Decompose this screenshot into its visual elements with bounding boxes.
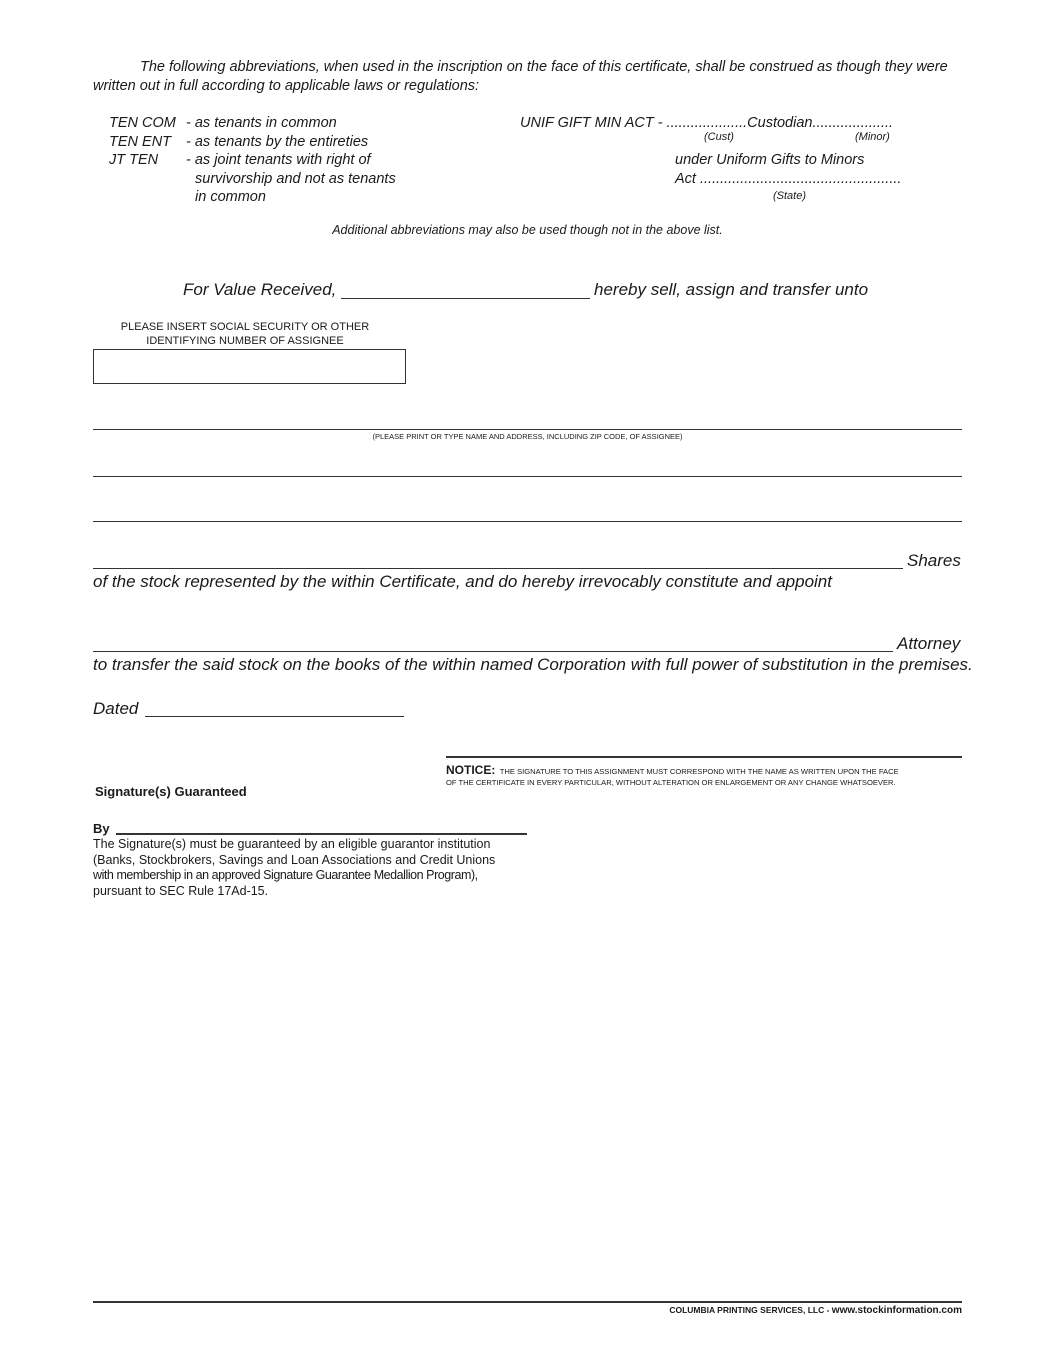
assignee-address-line-1[interactable] (93, 476, 962, 477)
footer-url[interactable]: www.stockinformation.com (831, 1305, 962, 1316)
intro-text: The following abbreviations, when used in the inscription on the face of this certificate, shall be construed as though they were written out in full according to applicable laws or regulations: (93, 59, 948, 94)
uniform-gifts-line: under Uniform Gifts to Minors (675, 152, 865, 168)
abbr-jt-ten-desc-1: - as joint tenants with right of (186, 152, 371, 168)
footer-credit (669, 1305, 962, 1316)
for-value-received-label: For Value Received, (183, 280, 337, 299)
notice-text-line-2: OF THE CERTIFICATE IN EVERY PARTICULAR, WITHOUT ALTERATION OR ENLARGEMENT OR ANY CHANGE WHATSOEVER. (446, 778, 896, 787)
assignee-address-line-2[interactable] (93, 521, 962, 522)
attorney-label: Attorney (897, 634, 961, 653)
ssn-input-box[interactable] (93, 349, 406, 384)
shares-line[interactable] (93, 568, 903, 569)
hereby-transfer-label: hereby sell, assign and transfer unto (594, 280, 869, 299)
attorney-text: to transfer the said stock on the books of the within named Corporation with full power of substitution in the premises. (93, 655, 973, 674)
additional-abbreviations-note: Additional abbreviations may also be used though not in the above list. (332, 223, 723, 237)
minor-caption: (Minor) (855, 131, 890, 143)
intro-paragraph (93, 58, 963, 96)
guarantee-line-2: (Banks, Stockbrokers, Savings and Loan Associations and Credit Unions (93, 852, 496, 867)
abbr-ten-com-desc: - as tenants in common (186, 115, 337, 131)
notice-title: NOTICE: (446, 763, 496, 777)
ssn-label-line-2: IDENTIFYING NUMBER OF ASSIGNEE (146, 335, 344, 347)
ssn-label (93, 320, 397, 348)
footer-company: COLUMBIA PRINTING SERVICES, LLC - (669, 1305, 830, 1315)
assignor-line[interactable] (341, 298, 590, 299)
dated-line[interactable] (145, 716, 404, 717)
assignee-name-line[interactable] (93, 429, 962, 430)
cust-caption: (Cust) (704, 131, 734, 143)
shares-text: of the stock represented by the within Certificate, and do hereby irrevocably constitute and appoint (93, 572, 832, 591)
signature-line[interactable] (446, 756, 962, 758)
state-caption: (State) (773, 190, 807, 202)
abbr-ten-ent-desc: - as tenants by the entireties (186, 134, 369, 150)
act-line: Act .................................................. (675, 171, 902, 187)
assignee-caption: (PLEASE PRINT OR TYPE NAME AND ADDRESS, INCLUDING ZIP CODE, OF ASSIGNEE) (372, 432, 683, 441)
by-label: By (93, 821, 110, 836)
guarantee-line-4: pursuant to SEC Rule 17Ad-15. (93, 883, 269, 898)
guarantee-text (93, 837, 495, 899)
footer-rule (93, 1301, 962, 1303)
abbr-jt-ten-desc-3: in common (195, 189, 266, 205)
shares-label: Shares (907, 551, 961, 570)
guarantee-line-1: The Signature(s) must be guaranteed by an eligible guarantor institution (93, 837, 491, 851)
notice-block (446, 761, 966, 788)
ssn-label-line-1: PLEASE INSERT SOCIAL SECURITY OR OTHER (120, 321, 370, 333)
guarantee-line-3: with membership in an approved Signature Guarantee Medallion Program), (93, 868, 478, 882)
unif-gift-min-act-line: UNIF GIFT MIN ACT - ....................Custodian.................... (520, 115, 894, 131)
abbr-ten-ent-code: TEN ENT (109, 134, 172, 150)
dated-label: Dated (93, 699, 139, 718)
abbr-ten-com-code: TEN COM (109, 115, 176, 131)
signature-guaranteed-heading: Signature(s) Guaranteed (95, 784, 247, 799)
guarantor-signature-line[interactable] (116, 833, 527, 835)
notice-text-line-1: THE SIGNATURE TO THIS ASSIGNMENT MUST CORRESPOND WITH THE NAME AS WRITTEN UPON THE FACE (499, 767, 899, 776)
abbr-jt-ten-code: JT TEN (109, 152, 159, 168)
abbr-jt-ten-desc-2: survivorship and not as tenants (195, 171, 396, 187)
attorney-line[interactable] (93, 651, 893, 652)
